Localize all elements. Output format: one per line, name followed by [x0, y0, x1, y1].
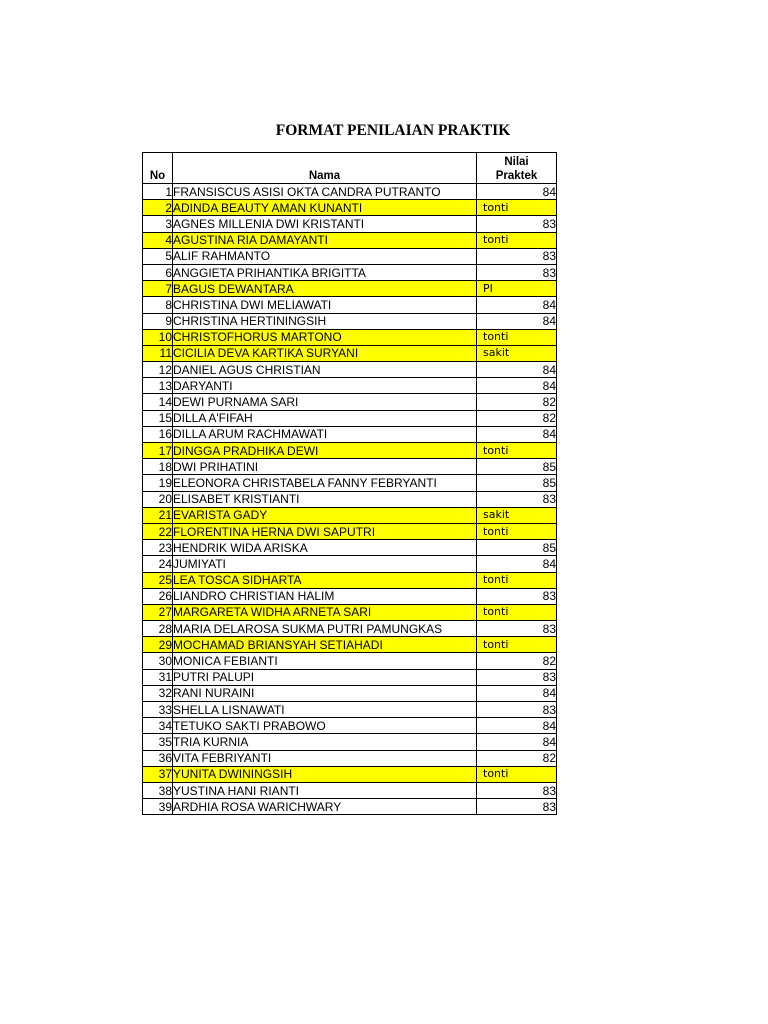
row-number-cell: 27 [143, 604, 173, 620]
row-nilai-cell: 83 [477, 702, 557, 718]
row-name-cell: DWI PRIHATINI [173, 459, 477, 475]
row-name-cell: DILLA ARUM RACHMAWATI [173, 426, 477, 442]
table-row [143, 248, 557, 264]
row-nilai-cell: 82 [477, 653, 557, 669]
row-name-cell: FLORENTINA HERNA DWI SAPUTRI [173, 523, 477, 539]
row-number-cell: 29 [143, 637, 173, 653]
row-nilai-cell: 82 [477, 410, 557, 426]
table-row [143, 540, 557, 556]
row-number-cell: 35 [143, 734, 173, 750]
row-nilai-cell: tonti [477, 766, 557, 782]
row-name-cell: TETUKO SAKTI PRABOWO [173, 718, 477, 734]
row-name-cell: JUMIYATI [173, 556, 477, 572]
row-nilai-cell: tonti [477, 329, 557, 345]
row-number-cell: 21 [143, 507, 173, 523]
row-name-cell: MARIA DELAROSA SUKMA PUTRI PAMUNGKAS [173, 621, 477, 637]
row-nilai-cell: 83 [477, 782, 557, 798]
table-row [143, 604, 557, 620]
table-row [143, 572, 557, 588]
row-number-cell: 2 [143, 200, 173, 216]
page-title: FORMAT PENILAIAN PRAKTIK [275, 122, 511, 139]
row-nilai-cell: 85 [477, 459, 557, 475]
row-number-cell: 13 [143, 378, 173, 394]
table-row [143, 313, 557, 329]
row-number-cell: 31 [143, 669, 173, 685]
table-body [143, 184, 557, 815]
row-nilai-cell: 82 [477, 394, 557, 410]
row-nilai-cell: sakit [477, 345, 557, 361]
row-number-cell: 1 [143, 184, 173, 200]
table-row [143, 782, 557, 798]
row-nilai-cell: PI [477, 281, 557, 297]
row-number-cell: 10 [143, 329, 173, 345]
row-nilai-cell: tonti [477, 572, 557, 588]
row-number-cell: 28 [143, 621, 173, 637]
row-number-cell: 6 [143, 264, 173, 280]
column-header-no: No [143, 153, 173, 184]
table-row [143, 426, 557, 442]
table-row [143, 378, 557, 394]
table-row [143, 329, 557, 345]
row-number-cell: 38 [143, 782, 173, 798]
table-row [143, 766, 557, 782]
row-nilai-cell: tonti [477, 443, 557, 459]
row-number-cell: 8 [143, 297, 173, 313]
row-name-cell: LIANDRO CHRISTIAN HALIM [173, 588, 477, 604]
row-nilai-cell: 84 [477, 734, 557, 750]
column-header-nilai-line1: Nilai [504, 156, 529, 168]
row-number-cell: 33 [143, 702, 173, 718]
table-row [143, 216, 557, 232]
row-number-cell: 39 [143, 799, 173, 815]
table-row [143, 459, 557, 475]
row-nilai-cell: 84 [477, 378, 557, 394]
row-number-cell: 11 [143, 345, 173, 361]
column-header-nilai-line2: Praktek [495, 170, 538, 182]
row-number-cell: 23 [143, 540, 173, 556]
table-row [143, 507, 557, 523]
row-nilai-cell: 83 [477, 588, 557, 604]
row-nilai-cell: 83 [477, 264, 557, 280]
row-number-cell: 24 [143, 556, 173, 572]
row-name-cell: ANGGIETA PRIHANTIKA BRIGITTA [173, 264, 477, 280]
table-row [143, 588, 557, 604]
row-name-cell: CHRISTOFHORUS MARTONO [173, 329, 477, 345]
table-row [143, 799, 557, 815]
table-row [143, 523, 557, 539]
row-number-cell: 7 [143, 281, 173, 297]
table-row [143, 718, 557, 734]
row-name-cell: ARDHIA ROSA WARICHWARY [173, 799, 477, 815]
row-name-cell: ELISABET KRISTIANTI [173, 491, 477, 507]
row-number-cell: 30 [143, 653, 173, 669]
row-number-cell: 26 [143, 588, 173, 604]
row-name-cell: BAGUS DEWANTARA [173, 281, 477, 297]
row-nilai-cell: sakit [477, 507, 557, 523]
row-number-cell: 3 [143, 216, 173, 232]
table-header-row [143, 153, 557, 184]
row-nilai-cell: tonti [477, 604, 557, 620]
row-nilai-cell: tonti [477, 523, 557, 539]
table-row [143, 750, 557, 766]
row-number-cell: 37 [143, 766, 173, 782]
row-name-cell: DARYANTI [173, 378, 477, 394]
row-name-cell: CHRISTINA HERTININGSIH [173, 313, 477, 329]
row-number-cell: 17 [143, 443, 173, 459]
row-nilai-cell: 83 [477, 621, 557, 637]
row-nilai-cell: 84 [477, 313, 557, 329]
row-name-cell: FRANSISCUS ASISI OKTA CANDRA PUTRANTO [173, 184, 477, 200]
row-name-cell: DINGGA PRADHIKA DEWI [173, 443, 477, 459]
row-name-cell: HENDRIK WIDA ARISKA [173, 540, 477, 556]
row-number-cell: 36 [143, 750, 173, 766]
row-nilai-cell: 84 [477, 685, 557, 701]
row-name-cell: VITA FEBRIYANTI [173, 750, 477, 766]
row-nilai-cell: 84 [477, 426, 557, 442]
table-row [143, 702, 557, 718]
table-row [143, 475, 557, 491]
row-name-cell: CICILIA DEVA KARTIKA SURYANI [173, 345, 477, 361]
table-row [143, 653, 557, 669]
table-row [143, 685, 557, 701]
row-number-cell: 9 [143, 313, 173, 329]
row-name-cell: AGUSTINA RIA DAMAYANTI [173, 232, 477, 248]
row-nilai-cell: 83 [477, 248, 557, 264]
table-row [143, 556, 557, 572]
row-number-cell: 14 [143, 394, 173, 410]
row-nilai-cell: 84 [477, 297, 557, 313]
table-row [143, 734, 557, 750]
row-name-cell: ELEONORA CHRISTABELA FANNY FEBRYANTI [173, 475, 477, 491]
row-number-cell: 19 [143, 475, 173, 491]
row-nilai-cell: 83 [477, 216, 557, 232]
row-name-cell: DILLA A'FIFAH [173, 410, 477, 426]
row-nilai-cell: 84 [477, 718, 557, 734]
row-nilai-cell: 85 [477, 475, 557, 491]
row-name-cell: TRIA KURNIA [173, 734, 477, 750]
row-number-cell: 18 [143, 459, 173, 475]
row-number-cell: 15 [143, 410, 173, 426]
row-nilai-cell: 83 [477, 491, 557, 507]
table-row [143, 184, 557, 200]
table-row [143, 491, 557, 507]
row-number-cell: 12 [143, 362, 173, 378]
row-name-cell: LEA TOSCA SIDHARTA [173, 572, 477, 588]
table-row [143, 621, 557, 637]
row-number-cell: 16 [143, 426, 173, 442]
row-number-cell: 5 [143, 248, 173, 264]
row-name-cell: PUTRI PALUPI [173, 669, 477, 685]
row-nilai-cell: tonti [477, 200, 557, 216]
row-number-cell: 32 [143, 685, 173, 701]
row-nilai-cell: 85 [477, 540, 557, 556]
row-nilai-cell: tonti [477, 637, 557, 653]
row-nilai-cell: 84 [477, 184, 557, 200]
row-nilai-cell: 82 [477, 750, 557, 766]
row-number-cell: 20 [143, 491, 173, 507]
table-row [143, 264, 557, 280]
table-row [143, 394, 557, 410]
row-nilai-cell: 84 [477, 362, 557, 378]
row-name-cell: YUNITA DWININGSIH [173, 766, 477, 782]
row-name-cell: MONICA FEBIANTI [173, 653, 477, 669]
row-number-cell: 34 [143, 718, 173, 734]
row-name-cell: MOCHAMAD BRIANSYAH SETIAHADI [173, 637, 477, 653]
table-row [143, 637, 557, 653]
table-row [143, 232, 557, 248]
row-name-cell: ADINDA BEAUTY AMAN KUNANTI [173, 200, 477, 216]
column-header-nilai [477, 153, 557, 184]
table-row [143, 410, 557, 426]
table-row [143, 345, 557, 361]
row-nilai-cell: 84 [477, 556, 557, 572]
row-name-cell: SHELLA LISNAWATI [173, 702, 477, 718]
table-row [143, 443, 557, 459]
row-name-cell: EVARISTA GADY [173, 507, 477, 523]
row-name-cell: RANI NURAINI [173, 685, 477, 701]
row-nilai-cell: tonti [477, 232, 557, 248]
row-name-cell: DANIEL AGUS CHRISTIAN [173, 362, 477, 378]
table-row [143, 362, 557, 378]
table-row [143, 281, 557, 297]
row-number-cell: 25 [143, 572, 173, 588]
row-number-cell: 4 [143, 232, 173, 248]
row-nilai-cell: 83 [477, 669, 557, 685]
table-row [143, 297, 557, 313]
column-header-nama: Nama [173, 153, 477, 184]
row-name-cell: YUSTINA HANI RIANTI [173, 782, 477, 798]
table-row [143, 669, 557, 685]
row-nilai-cell: 83 [477, 799, 557, 815]
row-name-cell: CHRISTINA DWI MELIAWATI [173, 297, 477, 313]
row-name-cell: MARGARETA WIDHA ARNETA SARI [173, 604, 477, 620]
grading-table [142, 152, 557, 815]
row-number-cell: 22 [143, 523, 173, 539]
row-name-cell: AGNES MILLENIA DWI KRISTANTI [173, 216, 477, 232]
table-row [143, 200, 557, 216]
row-name-cell: DEWI PURNAMA SARI [173, 394, 477, 410]
row-name-cell: ALIF RAHMANTO [173, 248, 477, 264]
